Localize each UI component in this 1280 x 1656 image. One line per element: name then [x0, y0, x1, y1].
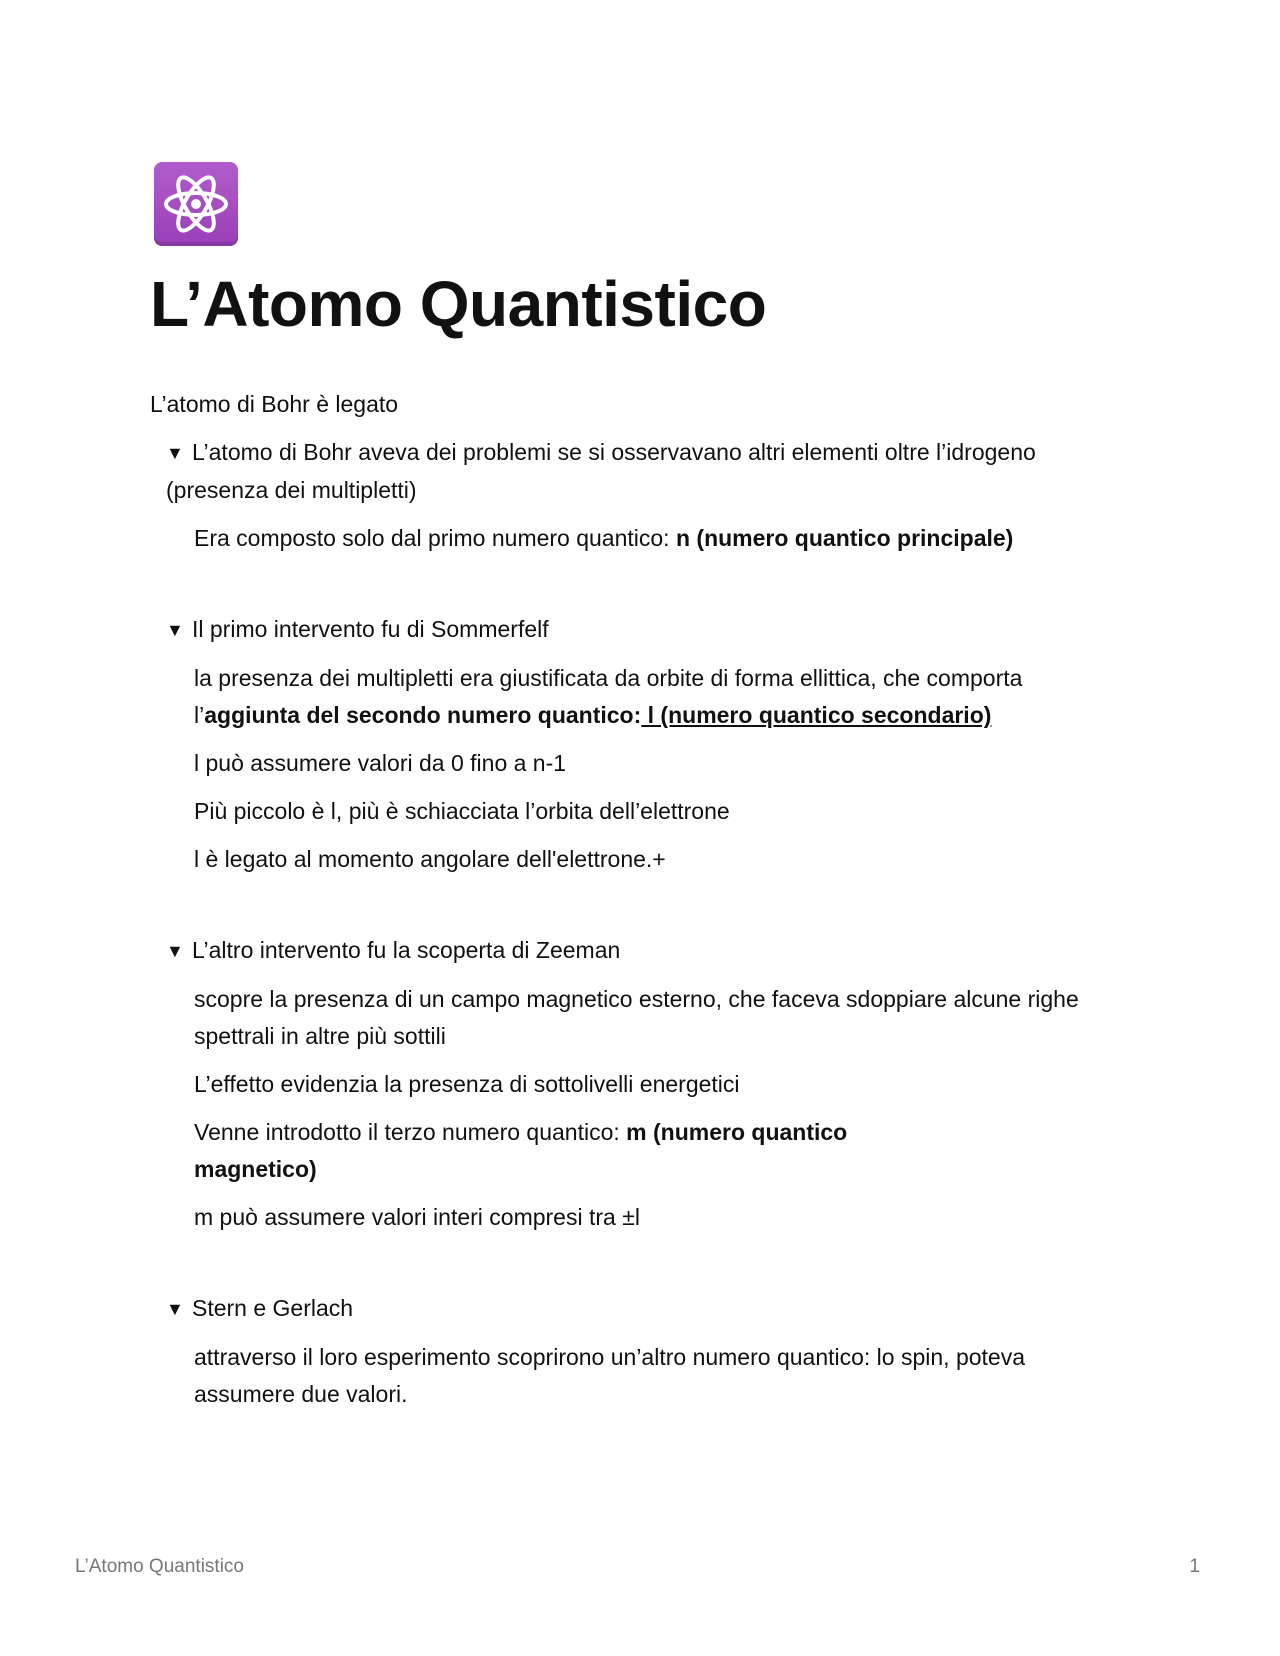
toggle-summary-text: L’atomo di Bohr aveva dei problemi se si osservavano altri elementi oltre l’idrogeno (presenza dei multipletti): [166, 439, 1036, 503]
toggle-bohr-problems: [166, 434, 1120, 557]
triangle-down-icon[interactable]: ▼: [166, 941, 184, 961]
toggle-summary-text: L’altro intervento fu la scoperta di Zeeman: [192, 937, 621, 963]
toggle-summary[interactable]: [166, 1290, 1120, 1328]
footer-title: L’Atomo Quantistico: [75, 1556, 244, 1577]
toggle-sommerfeld: [166, 611, 1120, 878]
paragraph: m può assumere valori interi compresi tra ±l: [194, 1204, 640, 1230]
atom-symbol-icon: [154, 162, 238, 246]
page-number: 1: [1189, 1556, 1200, 1577]
page-content: [150, 386, 1120, 1424]
paragraph: scopre la presenza di un campo magnetico esterno, che faceva sdoppiare alcune righe spettrali in altre più sottili: [194, 986, 1079, 1049]
paragraph: attraverso il loro esperimento scoprirono un’altro numero quantico: lo spin, poteva assumere due valori.: [194, 1344, 1025, 1407]
bold-text: magnetico): [194, 1156, 317, 1182]
toggle-summary[interactable]: [166, 611, 1120, 649]
bold-text: m (numero quantico: [626, 1119, 848, 1145]
paragraph: l può assumere valori da 0 fino a n-1: [194, 750, 567, 776]
paragraph: L’effetto evidenzia la presenza di sottolivelli energetici: [194, 1071, 740, 1097]
toggle-summary-text: Stern e Gerlach: [192, 1295, 354, 1321]
intro-paragraph: L’atomo di Bohr è legato: [150, 391, 399, 417]
bold-text: aggiunta del secondo numero quantico:: [204, 702, 642, 728]
paragraph: Più piccolo è l, più è schiacciata l’orbita dell’elettrone: [194, 798, 730, 824]
triangle-down-icon[interactable]: ▼: [166, 443, 184, 463]
paragraph: [194, 520, 1120, 557]
toggle-body: [194, 660, 1120, 878]
paragraph: [194, 1114, 1120, 1188]
toggle-summary[interactable]: [166, 932, 1120, 970]
paragraph-text: Era composto solo dal primo numero quantico:: [194, 525, 676, 551]
bold-text: n (numero quantico principale): [675, 525, 1014, 551]
paragraph: [194, 660, 1120, 734]
page-title: L’Atomo Quantistico: [150, 268, 767, 340]
triangle-down-icon[interactable]: ▼: [166, 620, 184, 640]
toggle-body: [194, 520, 1120, 557]
toggle-body: [194, 981, 1120, 1236]
paragraph: l è legato al momento angolare dell'elettrone.+: [194, 846, 666, 872]
triangle-down-icon[interactable]: ▼: [166, 1299, 184, 1319]
paragraph-text: Venne introdotto il terzo numero quantico:: [194, 1119, 627, 1145]
bold-underlined-text: l (numero quantico secondario): [641, 702, 992, 728]
toggle-summary[interactable]: [166, 434, 1120, 509]
toggle-zeeman: [166, 932, 1120, 1236]
toggle-summary-text: Il primo intervento fu di Sommerfelf: [192, 616, 549, 642]
toggle-stern-gerlach: [166, 1290, 1120, 1413]
paragraph-text: la presenza dei multipletti era giustificata da orbite di forma ellittica, che comporta l’: [194, 665, 1023, 728]
toggle-body: [194, 1339, 1120, 1413]
